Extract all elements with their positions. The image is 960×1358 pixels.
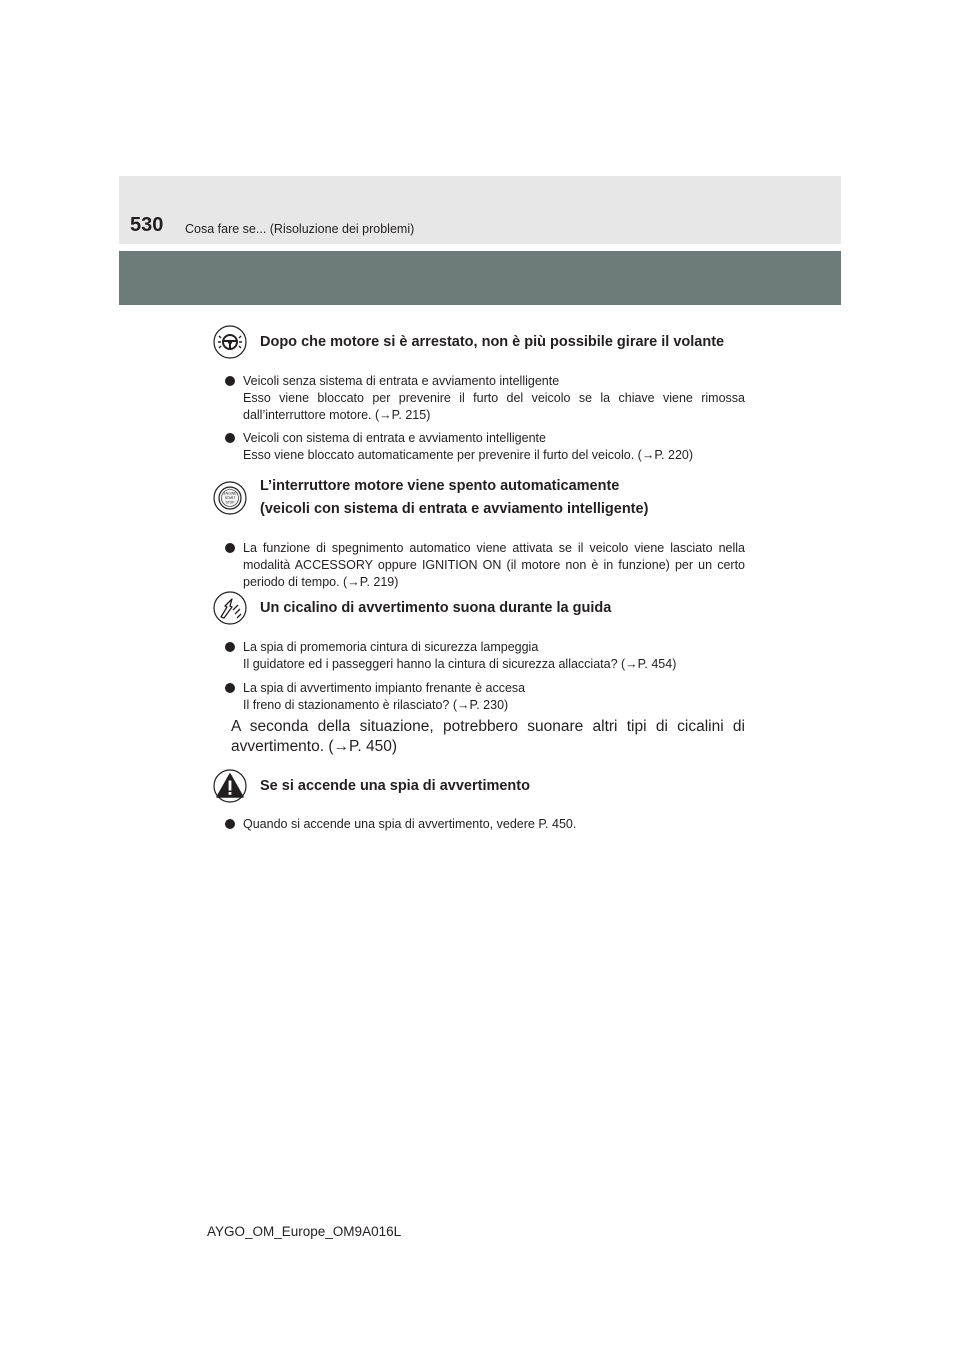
section-heading-buzzer (213, 591, 611, 625)
section-title: Un cicalino di avvertimento suona durante la guida (260, 600, 612, 616)
list-item (225, 816, 745, 833)
note-paragraph: A seconda della situazione, potrebbero suonare altri tipi di cicalini di avvertimento. (→P. 450) (231, 718, 745, 755)
section-title-bar (119, 251, 841, 305)
list-item (225, 639, 745, 673)
section-title-line: L’interruttore motore viene spento automaticamente (260, 478, 620, 494)
bullet-text: Quando si accende una spia di avvertimento, vedere P. 450. (243, 817, 577, 831)
list-item (225, 373, 745, 424)
section-heading-warning-light (213, 769, 530, 803)
bullet-text: Il freno di stazionamento è rilasciato? (→P. 230) (243, 698, 509, 712)
list-item (225, 430, 745, 464)
steering-wheel-lock-icon (213, 325, 247, 359)
section-title: Se si accende una spia di avvertimento (260, 778, 530, 794)
bullet-dot (225, 433, 235, 443)
engine-start-stop-button-icon (213, 481, 247, 515)
bullet-text: La funzione di spegnimento automatico viene attivata se il veicolo viene lasciato nella modalità ACCESSORY oppure IGNITION ON (il motore non è in funzione) per un certo periodo di tempo. (→P. 219) (243, 541, 745, 589)
bullet-dot (225, 642, 235, 652)
section-title-line: (veicoli con sistema di entrata e avviamento intelligente) (260, 501, 649, 517)
bullet-heading: La spia di avvertimento impianto frenante è accesa (243, 681, 526, 695)
bullet-dot (225, 376, 235, 386)
section-title: Dopo che motore si è arrestato, non è più possibile girare il volante (260, 334, 725, 350)
bullet-dot (225, 819, 235, 829)
bullet-dot (225, 543, 235, 553)
icon-label-stop: STOP (225, 500, 235, 504)
warning-buzzer-icon (213, 591, 247, 625)
list-item (225, 680, 745, 714)
bullet-dot (225, 683, 235, 693)
warning-exclamation-icon (213, 769, 247, 803)
list-item (225, 540, 745, 591)
bullet-text: Il guidatore ed i passeggeri hanno la cintura di sicurezza allacciata? (→P. 454) (243, 657, 677, 671)
section-heading-steering-lock (213, 325, 724, 359)
bullet-heading: Veicoli con sistema di entrata e avviamento intelligente (243, 431, 546, 445)
page-number: 530 (130, 214, 164, 236)
chapter-title: Cosa fare se... (Risoluzione dei problemi) (185, 222, 415, 236)
section-title (260, 476, 648, 519)
bullet-text: Esso viene bloccato per prevenire il furto del veicolo se la chiave viene rimossa dall’interruttore motore. (→P. 215) (243, 391, 745, 422)
bullet-heading: Veicoli senza sistema di entrata e avviamento intelligente (243, 374, 560, 388)
icon-label-engine: ENGINE (223, 491, 237, 495)
bullet-text: Esso viene bloccato automaticamente per prevenire il furto del veicolo. (→P. 220) (243, 448, 694, 462)
bullet-heading: La spia di promemoria cintura di sicurezza lampeggia (243, 640, 539, 654)
section-heading-auto-off (213, 476, 648, 519)
icon-label-start: START (224, 495, 236, 500)
footer-code: AYGO_OM_Europe_OM9A016L (207, 1224, 402, 1239)
